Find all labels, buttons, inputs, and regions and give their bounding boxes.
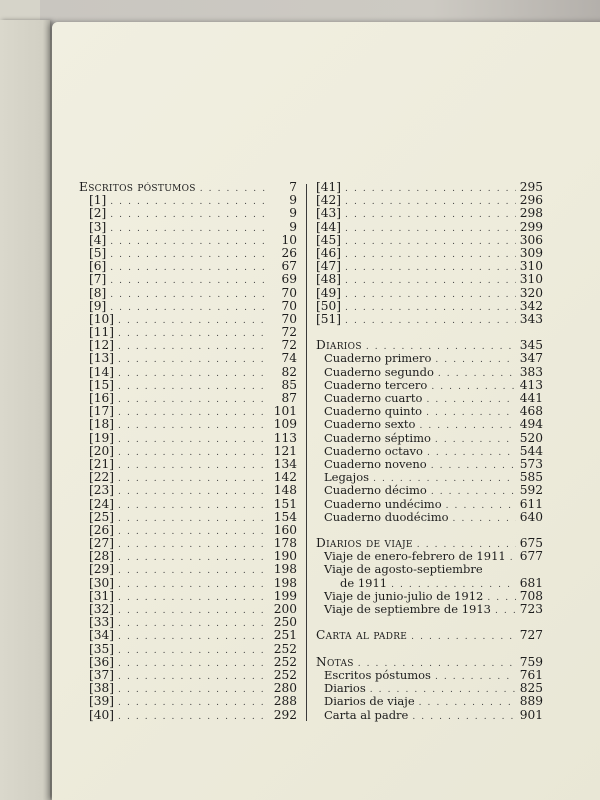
- toc-entry-label: Cuaderno séptimo: [324, 430, 431, 445]
- leader-dots: [345, 236, 516, 249]
- toc-page-number: 82: [281, 364, 297, 379]
- leader-dots: [345, 209, 516, 222]
- toc-page-number: 70: [281, 298, 297, 313]
- leader-dots: [118, 684, 270, 697]
- leader-dots: [110, 223, 270, 236]
- leader-dots: [118, 354, 270, 367]
- toc-entry: [316, 432, 543, 445]
- leader-dots: [110, 262, 270, 275]
- toc-entry: [316, 366, 543, 379]
- toc-entry: [316, 181, 543, 194]
- toc-page-number: 198: [273, 575, 297, 590]
- leader-dots: [345, 196, 516, 209]
- toc-entry: [316, 260, 543, 273]
- toc-entry: [79, 511, 297, 524]
- toc-page-number: 342: [519, 298, 543, 313]
- toc-page-number: 585: [519, 470, 543, 485]
- toc-page-number: 9: [289, 219, 297, 234]
- toc-entry-label: [24]: [89, 496, 115, 511]
- toc-entry-label: Cuaderno cuarto: [324, 391, 423, 405]
- toc-entry: [316, 194, 543, 207]
- toc-entry: [79, 260, 297, 273]
- toc-entry: [79, 300, 297, 313]
- leader-dots: [118, 434, 270, 447]
- toc-page-number: 494: [519, 417, 543, 432]
- leader-dots: [495, 605, 516, 618]
- toc-entry: [79, 484, 297, 497]
- toc-page-number: 67: [281, 259, 297, 274]
- toc-entry: [79, 418, 297, 431]
- leader-dots: [118, 486, 270, 499]
- leader-dots: [453, 513, 516, 526]
- toc-entry-label: Carta al padre: [324, 707, 409, 722]
- toc-page-number: 675: [519, 536, 543, 551]
- leader-dots: [118, 407, 270, 420]
- toc-entry: [316, 418, 543, 431]
- toc-page-number: 296: [519, 193, 543, 208]
- toc-page-number: 640: [519, 509, 543, 524]
- toc-page-number: 9: [289, 193, 297, 208]
- toc-entry-label: Cuaderno undécimo: [324, 496, 442, 511]
- toc-page-number: 347: [519, 351, 543, 366]
- toc-page-number: 681: [519, 575, 543, 590]
- leader-dots: [412, 711, 516, 724]
- toc-entry-label: Escritos póstumos: [324, 667, 431, 682]
- toc-page-number: 252: [273, 667, 297, 682]
- toc-page-number: 121: [273, 443, 297, 458]
- leader-dots: [118, 631, 270, 644]
- toc-entry-label: Cuaderno octavo: [324, 443, 423, 458]
- toc-page-number: 151: [273, 496, 297, 511]
- toc-entry-label: [46]: [316, 245, 342, 260]
- toc-page-number: 544: [519, 443, 543, 458]
- toc-right-continued: [316, 181, 543, 326]
- leader-dots: [118, 552, 270, 565]
- toc-page-number: 306: [519, 232, 543, 247]
- toc-page-number: 320: [519, 285, 543, 300]
- toc-entry-label: [22]: [89, 470, 115, 485]
- toc-page-number: 889: [519, 694, 543, 709]
- leader-dots: [118, 605, 270, 618]
- toc-page-number: 310: [519, 272, 543, 287]
- toc-right-column: [316, 181, 543, 722]
- toc-page-number: 26: [281, 245, 297, 260]
- toc-page-number: 10: [281, 232, 297, 247]
- toc-entry-label: [29]: [89, 562, 115, 577]
- toc-entry-label: [16]: [89, 391, 115, 405]
- toc-entry: [79, 709, 297, 722]
- toc-entry-label: [31]: [89, 588, 115, 603]
- toc-entry-label: [27]: [89, 536, 115, 551]
- toc-entry: [316, 511, 543, 524]
- toc-page-number: 154: [273, 509, 297, 524]
- toc-entry: [316, 300, 543, 313]
- toc-entry-label: [2]: [89, 206, 107, 221]
- toc-entry-label: Legajos: [324, 470, 370, 485]
- toc-page-number: 310: [519, 259, 543, 274]
- toc-heading-label: Escritos póstumos: [79, 180, 196, 194]
- leader-dots: [118, 447, 270, 460]
- toc-entry-label: [43]: [316, 206, 342, 221]
- toc-entry-label: [47]: [316, 259, 342, 274]
- toc-entry-label: [32]: [89, 602, 115, 616]
- toc-entry-label: [11]: [89, 325, 115, 340]
- toc-entry: [79, 629, 297, 642]
- toc-page-number: 309: [519, 245, 543, 260]
- toc-entry: [79, 445, 297, 458]
- toc-page-number: 72: [281, 338, 297, 353]
- leader-dots: [118, 658, 270, 671]
- toc-entry-label: [1]: [89, 193, 107, 208]
- toc-entry-label: Diarios de viaje: [324, 694, 415, 709]
- toc-entry: [316, 484, 543, 497]
- toc-entry-label: Cuaderno segundo: [324, 364, 434, 379]
- leader-dots: [345, 223, 516, 236]
- toc-entry-label: [20]: [89, 443, 115, 458]
- toc-entry-label: Cuaderno quinto: [324, 404, 423, 419]
- leader-dots: [118, 315, 270, 328]
- toc-entry-label: [10]: [89, 311, 115, 326]
- leader-dots: [118, 592, 270, 605]
- toc-entry-label: [26]: [89, 522, 115, 537]
- toc-page-number: 468: [519, 404, 543, 419]
- toc-entry-label: de 1911: [340, 575, 388, 590]
- toc-page-number: 178: [273, 536, 297, 551]
- leader-dots: [431, 381, 516, 394]
- toc-page-number: 199: [273, 588, 297, 603]
- leader-dots: [435, 671, 516, 684]
- toc-entry-label: Viaje de septiembre de 1913: [324, 602, 491, 616]
- toc-entry: [79, 695, 297, 708]
- toc-entry: [316, 313, 543, 326]
- toc-page-number: 280: [273, 681, 297, 696]
- leader-dots: [118, 368, 270, 381]
- toc-entry-label: [23]: [89, 483, 115, 498]
- leader-dots: [118, 341, 270, 354]
- toc-entry: [316, 247, 543, 260]
- toc-entry: [79, 563, 297, 576]
- leader-dots: [446, 500, 516, 513]
- leader-dots: [345, 249, 516, 262]
- toc-page-number: 441: [519, 391, 543, 405]
- toc-page-number: 288: [273, 694, 297, 709]
- leader-dots: [118, 381, 270, 394]
- toc-entry-label: [6]: [89, 259, 107, 274]
- toc-entry-label: [51]: [316, 311, 342, 326]
- toc-entry-label: [19]: [89, 430, 115, 445]
- toc-entry-label: [28]: [89, 549, 115, 564]
- toc-page-number: 295: [519, 180, 543, 194]
- toc-heading-notas: [316, 656, 543, 669]
- leader-dots: [118, 394, 270, 407]
- toc-page-number: 292: [273, 707, 297, 722]
- leader-dots: [411, 631, 516, 644]
- toc-entry-label: [9]: [89, 298, 107, 313]
- toc-heading-label: Diarios de viaje: [316, 536, 413, 551]
- toc-entry-label: [37]: [89, 667, 115, 682]
- toc-entry-label: [36]: [89, 654, 115, 669]
- toc-page-number: 9: [289, 206, 297, 221]
- toc-entry-label: [33]: [89, 615, 115, 630]
- toc-page-number: 198: [273, 562, 297, 577]
- toc-entry: [79, 643, 297, 656]
- toc-entry-label: [25]: [89, 509, 115, 524]
- toc-page-number: 677: [519, 549, 543, 564]
- toc-page-number: 761: [519, 667, 543, 682]
- toc-page-number: 413: [519, 377, 543, 392]
- leader-dots: [426, 407, 516, 420]
- toc-left-column: [79, 181, 297, 722]
- toc-entry: [79, 352, 297, 365]
- leader-dots: [118, 579, 270, 592]
- toc-heading-label: Carta al padre: [316, 628, 408, 643]
- leader-dots: [345, 183, 516, 196]
- toc-entry-label: [41]: [316, 180, 342, 194]
- toc-notas-entries: [316, 669, 543, 722]
- leader-dots: [427, 447, 516, 460]
- toc-entry: [79, 194, 297, 207]
- leader-dots: [110, 275, 270, 288]
- toc-entry-label: [44]: [316, 219, 342, 234]
- toc-page-number: 148: [273, 483, 297, 498]
- leader-dots: [200, 183, 270, 196]
- toc-page-number: 70: [281, 311, 297, 326]
- toc-page-number: 298: [519, 206, 543, 221]
- toc-entry-label: Cuaderno décimo: [324, 483, 427, 498]
- leader-dots: [110, 249, 270, 262]
- leader-dots: [118, 697, 270, 710]
- toc-page-number: 520: [519, 430, 543, 445]
- leader-dots: [435, 434, 516, 447]
- toc-page-number: 901: [519, 707, 543, 722]
- toc-entry: [316, 207, 543, 220]
- toc-entry: [316, 445, 543, 458]
- toc-entry-label: [5]: [89, 245, 107, 260]
- toc-entry-label: [13]: [89, 351, 115, 366]
- toc-page-number: 250: [273, 615, 297, 630]
- toc-entry: [316, 498, 543, 511]
- column-divider: [306, 184, 307, 721]
- toc-entry-label: Diarios: [324, 681, 366, 696]
- toc-page-number: 74: [281, 351, 297, 366]
- toc-entry: [79, 287, 297, 300]
- toc-entry-label: Viaje de enero-febrero de 1911: [324, 549, 506, 564]
- leader-dots: [118, 460, 270, 473]
- toc-entry-label: [7]: [89, 272, 107, 287]
- toc-entry: [79, 207, 297, 220]
- toc-page-number: 70: [281, 285, 297, 300]
- leader-dots: [345, 289, 516, 302]
- toc-entry-label: Viaje de junio-julio de 1912: [324, 588, 484, 603]
- leader-dots: [345, 315, 516, 328]
- previous-page-edge: [0, 20, 50, 800]
- toc-page-number: 87: [281, 391, 297, 405]
- toc-page-number: 190: [273, 549, 297, 564]
- leader-dots: [118, 420, 270, 433]
- toc-entry-continuation: [316, 577, 543, 590]
- leader-dots: [345, 275, 516, 288]
- toc-heading-label: Diarios: [316, 338, 362, 353]
- toc-entry: [79, 432, 297, 445]
- toc-page-number: 113: [273, 430, 297, 445]
- toc-entry-label: [3]: [89, 219, 107, 234]
- toc-entry: [79, 234, 297, 247]
- leader-dots: [110, 289, 270, 302]
- leader-dots: [426, 394, 516, 407]
- toc-page-number: 708: [519, 588, 543, 603]
- toc-entry-label: [38]: [89, 681, 115, 696]
- toc-entry: [316, 709, 543, 722]
- toc-entry: [79, 366, 297, 379]
- toc-entry: [79, 221, 297, 234]
- toc-entry-label: [17]: [89, 404, 115, 419]
- toc-entry: [79, 498, 297, 511]
- toc-page-number: 85: [281, 377, 297, 392]
- toc-page-number: 825: [519, 681, 543, 696]
- toc-page-number: 69: [281, 272, 297, 287]
- leader-dots: [345, 262, 516, 275]
- toc-entry: [316, 695, 543, 708]
- leader-dots: [345, 302, 516, 315]
- toc-entry-label: Cuaderno primero: [324, 351, 432, 366]
- toc-page-number: 343: [519, 311, 543, 326]
- toc-entry: [79, 656, 297, 669]
- toc-entry: [316, 234, 543, 247]
- leader-dots: [118, 645, 270, 658]
- toc-entry-label: [50]: [316, 298, 342, 313]
- toc-page-number: 252: [273, 641, 297, 656]
- toc-page-number: 383: [519, 364, 543, 379]
- leader-dots: [110, 236, 270, 249]
- toc-entry-label: Viaje de agosto-septiembre: [324, 562, 483, 577]
- toc-entry-label: [12]: [89, 338, 115, 353]
- toc-page-number: 160: [273, 522, 297, 537]
- leader-dots: [118, 500, 270, 513]
- toc-entry-label: [30]: [89, 575, 115, 590]
- toc-entry: [316, 603, 543, 616]
- toc-page-number: 251: [273, 628, 297, 643]
- toc-entry-label: [21]: [89, 456, 115, 471]
- leader-dots: [118, 473, 270, 486]
- toc-entry-label: [48]: [316, 272, 342, 287]
- toc-entry-label: [15]: [89, 377, 115, 392]
- toc-page-number: 759: [519, 654, 543, 669]
- toc-entry: [316, 221, 543, 234]
- toc-page-number: 7: [289, 180, 297, 194]
- toc-page-number: 611: [519, 496, 543, 511]
- toc-page-number: 142: [273, 470, 297, 485]
- toc-page-number: 252: [273, 654, 297, 669]
- leader-dots: [110, 302, 270, 315]
- toc-entry-label: [8]: [89, 285, 107, 300]
- toc-page-number: 345: [519, 338, 543, 353]
- leader-dots: [118, 711, 270, 724]
- toc-entry-label: [45]: [316, 232, 342, 247]
- toc-entry: [79, 577, 297, 590]
- leader-dots: [118, 328, 270, 341]
- toc-page-number: 134: [273, 456, 297, 471]
- toc-page-number: 573: [519, 456, 543, 471]
- toc-entry: [79, 273, 297, 286]
- toc-entry-label: Cuaderno noveno: [324, 456, 427, 471]
- toc-page-number: 101: [273, 404, 297, 419]
- leader-dots: [118, 513, 270, 526]
- toc-entry-label: Cuaderno duodécimo: [324, 509, 449, 524]
- leader-dots: [419, 697, 516, 710]
- leader-dots: [118, 565, 270, 578]
- toc-heading-escritos: [79, 181, 297, 194]
- toc-entry-label: [14]: [89, 364, 115, 379]
- toc-entry: [316, 273, 543, 286]
- toc-entry: [316, 352, 543, 365]
- toc-left-entries: [79, 194, 297, 722]
- leader-dots: [118, 618, 270, 631]
- toc-entry-label: [4]: [89, 232, 107, 247]
- toc-entry-label: [49]: [316, 285, 342, 300]
- toc-entry-label: [18]: [89, 417, 115, 432]
- toc-entry-label: [42]: [316, 193, 342, 208]
- toc-page-number: 299: [519, 219, 543, 234]
- toc-entry-label: [39]: [89, 694, 115, 709]
- toc-entry: [316, 287, 543, 300]
- toc-page-number: 72: [281, 325, 297, 340]
- leader-dots: [118, 526, 270, 539]
- toc-diarios-entries: [316, 352, 543, 523]
- leader-dots: [110, 209, 270, 222]
- toc-entry-label: [34]: [89, 628, 115, 643]
- leader-dots: [110, 196, 270, 209]
- leader-dots: [435, 354, 516, 367]
- toc-entry: [79, 247, 297, 260]
- toc-entry-label: [40]: [89, 707, 115, 722]
- toc-page-number: 723: [519, 602, 543, 616]
- toc-page-number: 200: [273, 602, 297, 616]
- toc-page-number: 727: [519, 628, 543, 643]
- toc-heading-label: Notas: [316, 654, 354, 669]
- toc-page-number: 592: [519, 483, 543, 498]
- toc-entry-label: Cuaderno tercero: [324, 377, 428, 392]
- leader-dots: [438, 368, 516, 381]
- toc-entry-label: Cuaderno sexto: [324, 417, 416, 432]
- leader-dots: [431, 460, 516, 473]
- toc-heading-carta: [316, 629, 543, 642]
- toc-entry-label: [35]: [89, 641, 115, 656]
- leader-dots: [118, 671, 270, 684]
- leader-dots: [118, 539, 270, 552]
- toc-page-number: 109: [273, 417, 297, 432]
